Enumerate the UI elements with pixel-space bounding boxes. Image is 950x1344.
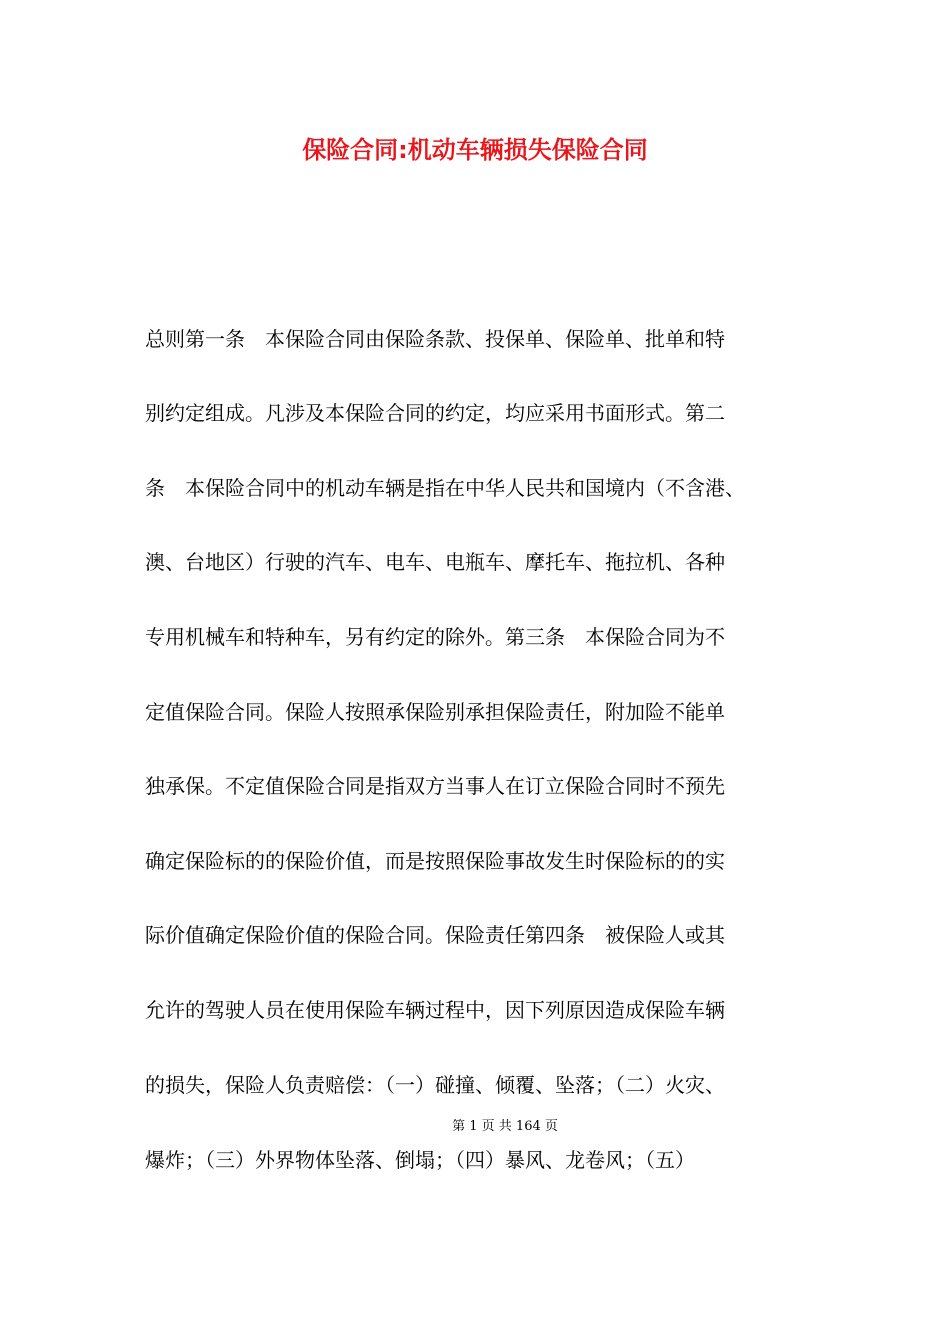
body-line: 际价值确定保险价值的保险合同。保险责任第四条 被保险人或其: [145, 923, 725, 947]
document-title: 保险合同:机动车辆损失保险合同: [302, 136, 648, 164]
body-line: 独承保。不定值保险合同是指双方当事人在订立保险合同时不预先: [145, 774, 725, 798]
body-line: 澳、台地区）行驶的汽车、电车、电瓶车、摩托车、拖拉机、各种: [145, 550, 725, 574]
body-line: 别约定组成。凡涉及本保险合同的约定，均应采用书面形式。第二: [145, 401, 725, 425]
page-number-footer: 第 1 页 共 164 页: [452, 1119, 558, 1134]
body-line: 条 本保险合同中的机动车辆是指在中华人民共和国境内（不含港、: [145, 476, 745, 500]
body-line: 总则第一条 本保险合同由保险条款、投保单、保险单、批单和特: [145, 327, 725, 351]
body-line: 允许的驾驶人员在使用保险车辆过程中，因下列原因造成保险车辆: [145, 998, 725, 1022]
body-line: 专用机械车和特种车，另有约定的除外。第三条 本保险合同为不: [145, 625, 725, 649]
body-line: 定值保险合同。保险人按照承保险别承担保险责任，附加险不能单: [145, 700, 725, 724]
body-line: 爆炸；（三）外界物体坠落、倒塌；（四）暴风、龙卷风；（五）: [145, 1148, 695, 1172]
body-line: 确定保险标的的保险价值，而是按照保险事故发生时保险标的的实: [145, 849, 725, 873]
body-line: 的损失，保险人负责赔偿：（一）碰撞、倾覆、坠落；（二）火灾、: [145, 1073, 725, 1097]
